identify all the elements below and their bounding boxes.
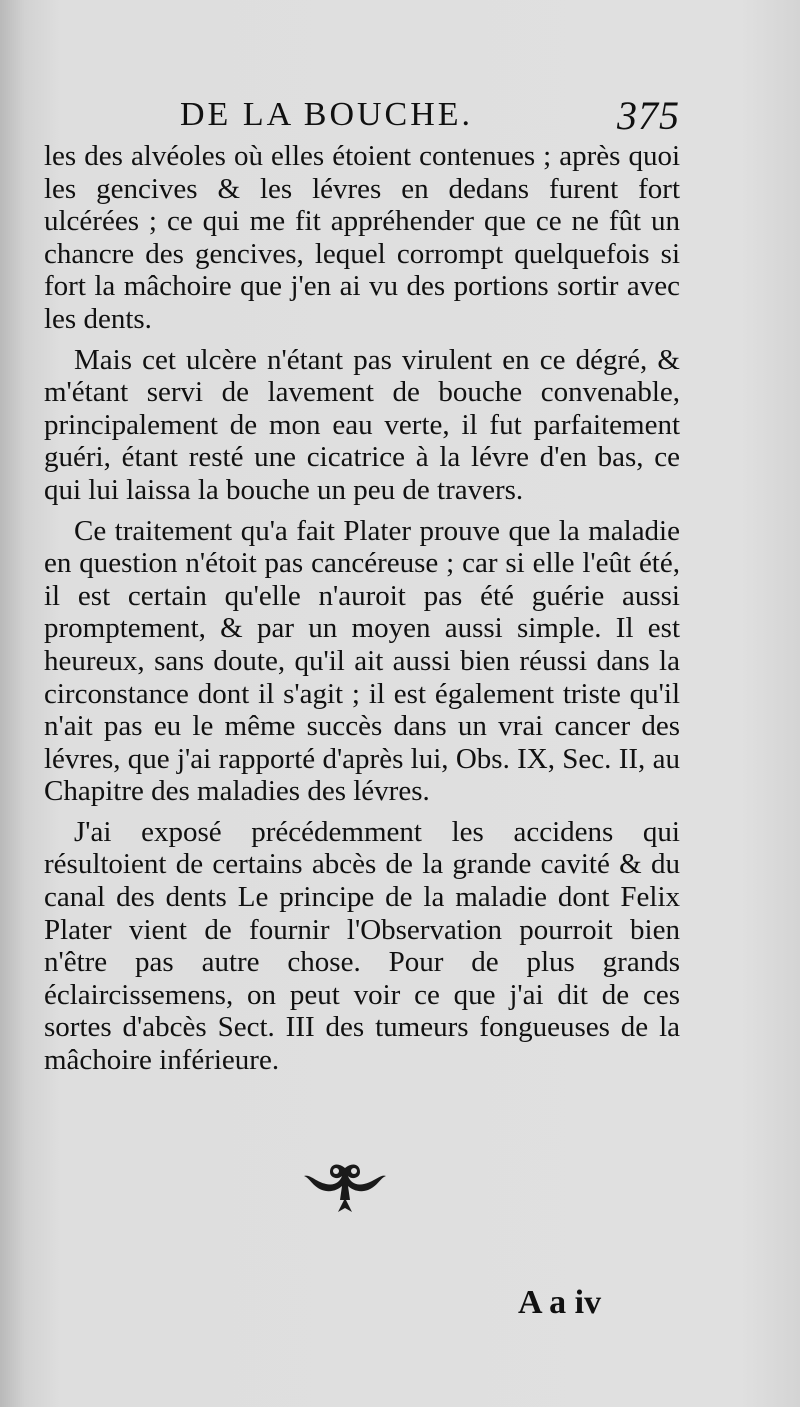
paragraph-1: les des alvéoles où elles étoient contenues ; après quoi les gencives & les lévres en dedans furent fort ulcérées ; ce qui me fit appréhender que ce ne fût un chancre des gencives, lequel corrompt quelquefois si fort la mâchoire que j'en ai vu des portions sortir avec les dents. [44, 140, 680, 335]
paragraph-2: Mais cet ulcère n'étant pas virulent en ce dégré, & m'étant servi de lavement de bouche convenable, principalement de mon eau verte, il fut parfaitement guéri, étant resté une cicatrice à la lévre d'en bas, ce qui lui laissa la bouche un peu de travers. [44, 343, 680, 506]
running-head-title: DE LA BOUCHE. [180, 96, 474, 133]
body-text [44, 140, 680, 1085]
running-head [170, 93, 680, 144]
signature-mark: A a iv [518, 1284, 602, 1321]
page-number: 375 [617, 93, 680, 138]
paragraph-3: Ce traitement qu'a fait Plater prouve que la maladie en question n'étoit pas cancéreuse ; car si elle l'eût été, il est certain qu'elle n'auroit pas été guérie aussi promptement, & par un moyen aussi simple. Il est heureux, sans doute, qu'il ait aussi bien réussi dans la circonstance dont il s'agit ; il est également triste qu'il n'ait pas eu le même succès dans un vrai cancer des lévres, que j'ai rapporté d'après lui, Obs. IX, Sec. II, au Chapitre des maladies des lévres. [44, 514, 680, 808]
paragraph-4: J'ai exposé précédemment les accidens qui résultoient de certains abcès de la grande cavité & du canal des dents Le principe de la maladie dont Felix Plater vient de fournir l'Observation pourroit bien n'être pas autre chose. Pour de plus grands éclaircissemens, on peut voir ce que j'ai dit de ces sortes d'abcès Sect. III des tumeurs fongueuses de la mâchoire inférieure. [44, 815, 680, 1077]
fleuron-ornament-icon [300, 1160, 390, 1216]
